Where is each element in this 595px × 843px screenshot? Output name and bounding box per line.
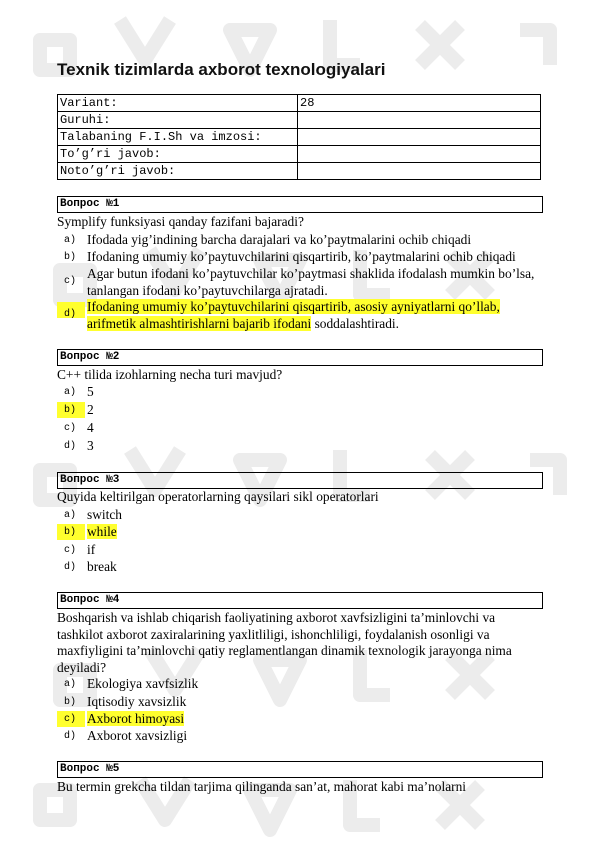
info-row-student — [58, 129, 541, 146]
option-letter: a) — [64, 387, 77, 398]
option-letter: c) — [64, 714, 77, 725]
option-letter: d) — [64, 731, 77, 742]
highlighted-answer: while — [87, 524, 117, 539]
option-letter: b) — [64, 405, 77, 416]
highlighted-answer: Ifodaning umumiy ko’paytuvchilarini qisqartirib, asosiy ayniyatlarni qo’llab, arifmetik almashtirishlarni bajarib ifodani — [87, 299, 500, 331]
option-letter: b) — [64, 697, 77, 708]
student-info-table — [57, 94, 541, 180]
option-text — [87, 711, 541, 728]
answer-remainder: soddalashtiradi. — [311, 315, 399, 331]
option-text: if — [87, 542, 96, 557]
info-value — [298, 112, 541, 129]
option-text: Ekologiya xavfsizlik — [87, 676, 199, 691]
question-text: Boshqarish va ishlab chiqarish faoliyatining axborot xavfsizligini ta’minlovchi va tashkilot axborot zaxiralarining yaxlitliligi, ishonchliligi, foydalanish osonligi va maxfiyligini ta’minlovchi qatiy reglamentlangan dinamik texnologik jarayonga nima deyiladi? — [57, 610, 512, 675]
option-text: 2 — [87, 402, 94, 417]
option-text: Iqtisodiy xavsizlik — [87, 694, 187, 709]
highlighted-answer: Axborot himoyasi — [87, 711, 185, 726]
question-header: Вопрос №4 — [57, 592, 543, 609]
option-text — [87, 299, 541, 332]
info-label: To’g’ri javob: — [58, 146, 298, 163]
question-text: C++ tilida izohlarning necha turi mavjud? — [57, 367, 283, 382]
option-text: Agar butun ifodani ko’paytuvchilar ko’paytmasi shaklida ifodalash mumkin bo’lsa, tanlangan ifodani ko’paytuvchilarga ajratadi. — [87, 266, 535, 298]
question-header: Вопрос №1 — [57, 196, 543, 213]
option-letter: a) — [64, 510, 77, 521]
info-value: 28 — [298, 95, 541, 112]
option-letter: a) — [64, 235, 77, 246]
option-letter: c) — [64, 545, 77, 556]
option-letter: d) — [64, 309, 77, 320]
option-text: Axborot xavsizligi — [87, 728, 188, 743]
option-letter: b) — [64, 252, 77, 263]
info-value — [298, 146, 541, 163]
question-header: Вопрос №5 — [57, 761, 543, 778]
option-letter: b) — [64, 527, 77, 538]
question-header: Вопрос №3 — [57, 472, 543, 489]
option-letter: c) — [64, 276, 77, 287]
option-letter: d) — [64, 562, 77, 573]
info-row-group — [58, 112, 541, 129]
option-text: 3 — [87, 438, 94, 453]
info-row-variant — [58, 95, 541, 112]
option-letter: d) — [64, 441, 77, 452]
info-row-correct — [58, 146, 541, 163]
question-header: Вопрос №2 — [57, 349, 543, 366]
option-text: switch — [87, 507, 122, 522]
page-title: Texnik tizimlarda axborot texnologiyalari — [57, 60, 386, 79]
info-label: Noto’g’ri javob: — [58, 163, 298, 180]
option-text: 4 — [87, 420, 94, 435]
option-text: 5 — [87, 384, 94, 399]
option-text: Ifodada yig’indining barcha darajalari va ko’paytmalarini ochib chiqadi — [87, 232, 472, 247]
question-text: Quyida keltirilgan operatorlarning qaysilari sikl operatorlari — [57, 489, 379, 504]
info-row-wrong — [58, 163, 541, 180]
info-label: Guruhi: — [58, 112, 298, 129]
question-text: Symplify funksiyasi qanday fazifani bajaradi? — [57, 214, 304, 229]
info-value — [298, 129, 541, 146]
option-letter: a) — [64, 679, 77, 690]
question-text: Bu termin grekcha tildan tarjima qilinganda san’at, mahorat kabi ma’nolarni — [57, 779, 467, 794]
option-letter: c) — [64, 423, 77, 434]
option-text — [87, 524, 541, 541]
option-text: break — [87, 559, 117, 574]
info-value — [298, 163, 541, 180]
info-label: Variant: — [58, 95, 298, 112]
info-label: Talabaning F.I.Sh va imzosi: — [58, 129, 298, 146]
option-text: Ifodaning umumiy ko’paytuvchilarini qisqartirib, ko’paytmalarini ochib chiqadi — [87, 249, 516, 264]
